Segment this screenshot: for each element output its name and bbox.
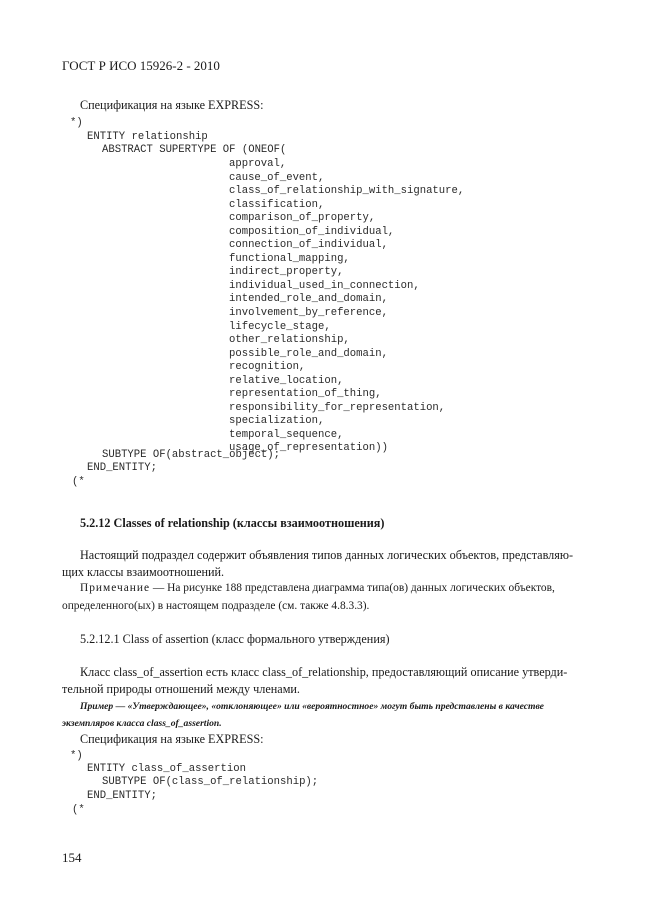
code-supertype-item: usage_of_representation)): [229, 442, 388, 455]
code2-open-comment: *): [70, 750, 83, 762]
code-supertype-item: approval,: [229, 158, 287, 170]
note-line-2: определенного(ых) в настоящем подразделе (см. также 4.8.3.3).: [62, 600, 370, 612]
code-entity-line: ENTITY relationship: [87, 131, 208, 143]
code2-entity-line: ENTITY class_of_assertion: [87, 763, 246, 775]
code-supertype-item: possible_role_and_domain,: [229, 347, 388, 360]
code-supertype-item: intended_role_and_domain,: [229, 293, 388, 306]
note-text: — На рисунке 188 представлена диаграмма типа(ов) данных логических объектов,: [150, 582, 555, 594]
code-supertype-item: indirect_property,: [229, 266, 344, 279]
document-header: ГОСТ Р ИСО 15926-2 - 2010: [62, 58, 220, 73]
intro-paragraph-line-2: щих классы взаимоотношений.: [62, 565, 225, 579]
subsection-heading: 5.2.12.1 Class of assertion (класс формального утверждения): [80, 632, 390, 646]
section-heading: 5.2.12 Classes of relationship (классы взаимоотношения): [80, 516, 385, 530]
page-number: 154: [62, 850, 82, 865]
code-supertype-item: other_relationship,: [229, 334, 350, 347]
example-line-1: Пример — «Утверждающее», «отклоняющее» или «вероятностное» могут быть представлены в качестве: [80, 701, 544, 712]
intro-paragraph-line-1: Настоящий подраздел содержит объявления типов данных логических объектов, представляю-: [80, 548, 574, 562]
code-supertype-item: temporal_sequence,: [229, 428, 344, 441]
code-abstract-supertype-line: ABSTRACT SUPERTYPE OF (ONEOF(: [102, 144, 287, 156]
code-supertype-item: cause_of_event,: [229, 171, 325, 184]
code-supertype-item: recognition,: [229, 361, 306, 374]
code-supertype-item: involvement_by_reference,: [229, 307, 388, 320]
express-spec-label: Спецификация на языке EXPRESS:: [80, 98, 264, 112]
express-spec-label-2: Спецификация на языке EXPRESS:: [80, 732, 264, 746]
example-line-2: экземпляров класса class_of_assertion.: [62, 718, 222, 729]
code-end-entity-line: END_ENTITY;: [87, 462, 157, 474]
code-open-comment: *): [70, 117, 83, 129]
code2-end-entity-line: END_ENTITY;: [87, 790, 157, 802]
code-supertype-item: connection_of_individual,: [229, 239, 388, 252]
code-supertype-item: classification,: [229, 198, 325, 211]
code-supertype-item: individual_used_in_connection,: [229, 279, 420, 292]
code2-subtype-line: SUBTYPE OF(class_of_relationship);: [102, 776, 319, 788]
code-supertype-item: class_of_relationship_with_signature,: [229, 185, 465, 198]
code-supertype-item: lifecycle_stage,: [229, 320, 331, 333]
note-line-1: [80, 582, 555, 594]
code-supertype-item: specialization,: [229, 415, 325, 428]
code-supertype-item: comparison_of_property,: [229, 212, 376, 225]
code-supertype-item: representation_of_thing,: [229, 388, 382, 401]
assertion-paragraph-line-2: тельной природы отношений между членами.: [62, 682, 300, 696]
note-label: Примечание: [80, 582, 151, 594]
code-supertype-list: [229, 158, 464, 456]
code-supertype-item: functional_mapping,: [229, 252, 350, 265]
code2-close-comment: (*: [72, 804, 85, 816]
assertion-paragraph-line-1: Класс class_of_assertion есть класс class_of_relationship, предоставляющий описание утверди-: [80, 665, 568, 679]
code-subtype-line: SUBTYPE OF(abstract_object);: [102, 449, 281, 461]
code-supertype-item: composition_of_individual,: [229, 225, 395, 238]
code-close-comment: (*: [72, 476, 85, 488]
code-supertype-item: responsibility_for_representation,: [229, 401, 446, 414]
code-supertype-item: relative_location,: [229, 374, 344, 387]
